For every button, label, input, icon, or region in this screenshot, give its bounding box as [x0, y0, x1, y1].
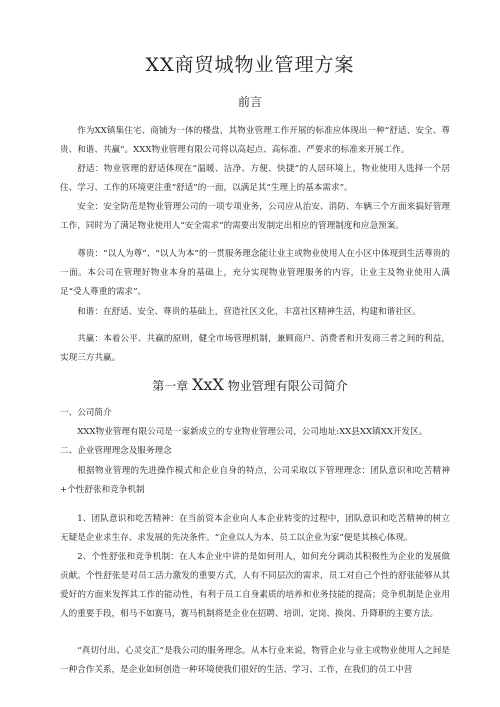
- section-heading-philosophy: 二、企业管理理念及服务理念: [60, 446, 172, 456]
- philosophy-intro-paragraph: 根据物业管理的先进操作模式和企业自身的特点，公司采取以下管理理念：团队意识和吃苦精神+个性舒张和竞争机制: [60, 466, 450, 495]
- preface-paragraph-intro: 作为XX镇集住宅、商铺为一体的楼盘，其物业管理工作开展的标准应体现出一种“舒适、安全、尊贵、和谐、共赢”。XXX物业管理有限公司将以高起点、高标准、严要求的标准来开展工作。: [60, 126, 450, 155]
- chapter-prefix: 第一章: [152, 379, 189, 393]
- document-title: XX商贸城物业管理方案: [145, 54, 355, 76]
- teamwork-paragraph: 1、团队意识和吃苦精神：在当前资本企业向人本企业转变的过程中，团队意识和吃苦精神的树立无疑是企业求生存、求发展的先决条件。“企业以人为本、员工以企业为家”便是其核心体现。: [60, 514, 450, 543]
- chapter-suffix: 物业管理有限公司简介: [227, 379, 348, 393]
- preface-paragraph-dignity: 尊贵：“以人为尊”、“以人为本”的一贯服务理念能让业主或物业使用人在小区中体现到生活尊贵的一面。本公司在管理好物业本身的基础上，充分实现物业管理服务的内容，让业主及物业使用人满足“受人尊重的需求”。: [60, 249, 450, 297]
- preface-paragraph-harmony: 和谐：在舒适、安全、尊贵的基础上，营造社区文化，丰富社区精神生活，构建和谐社区。: [77, 307, 421, 317]
- preface-paragraph-comfort: 舒适：物业管理的舒适体现在“温暖、洁净、方便、快捷”的人居环境上，物业使用人选择一个居住、学习、工作的环境更注重“舒适”的一面，以满足其“生理上的基本需求”。: [60, 164, 450, 193]
- preface-paragraph-safety: 安全：安全防范是物业管理公司的一项专项业务，公司应从治安、消防、车辆三个方面来搞好管理工作，同时为了满足物业使用人“安全需求”的需要出发制定出相应的管理制度和应急预案。: [60, 202, 450, 231]
- chapter-heading: [0, 375, 500, 394]
- preface-heading: 前言: [237, 95, 262, 109]
- company-profile-paragraph: XXX物业管理有限公司是一家新成立的专业物业管理公司，公司地址:XX县XX镇XX开发区。: [77, 427, 428, 437]
- preface-paragraph-win-win: 共赢：本着公平、共赢的原则，健全市场管理机制，兼顾商户、消费者和开发商三者之间的利益，实现三方共赢。: [60, 334, 450, 363]
- chapter-code: XxX: [192, 375, 224, 394]
- section-heading-company-profile: 一、公司简介: [60, 408, 112, 418]
- personality-competition-paragraph: 2、个性舒张和竞争机制：在人本企业中讲的是如何用人，如何充分调动其积极性为企业的发展做贡献。个性舒张是对员工活力激发的重要方式，人有不同层次的需求，员工对自己个性的舒张能够从其爱好的方面来发挥其工作的能动性，有利于员工自身素质的培养和业务技能的提高；竞争机制是企业用人的重要手段，相马不如赛马，赛马机制将是企业在招聘、培训、定岗、换岗、升降职的主要方法。: [60, 552, 450, 619]
- service-philosophy-paragraph: “真切付出、心灵交汇”是我公司的服务理念。从本行业来说，物管企业与业主或物业使用人之间是一种合作关系，是企业如何创造一种环境使我们很好的生活、学习、工作，在我们的员工中营: [60, 646, 450, 675]
